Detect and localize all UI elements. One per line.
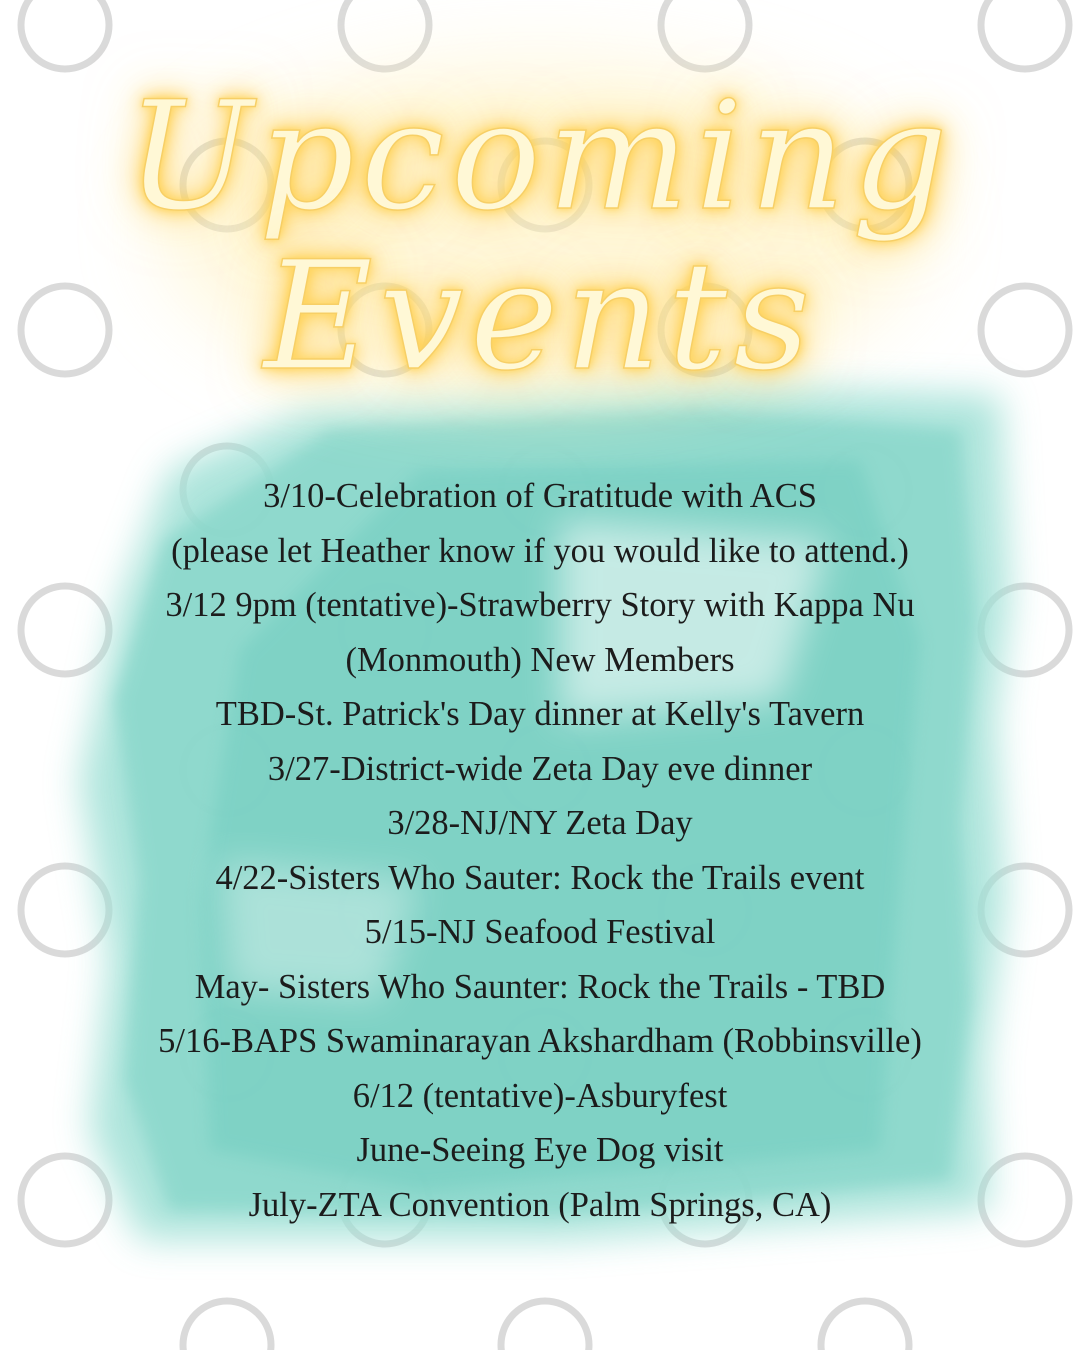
title-upcoming: Upcoming: [126, 70, 954, 244]
event-item: July-ZTA Convention (Palm Springs, CA): [248, 1185, 832, 1224]
pattern-ring: [661, 0, 749, 69]
pattern-ring: [21, 0, 109, 69]
event-list: [60, 469, 1020, 1232]
event-item: (please let Heather know if you would like to attend.): [171, 531, 909, 570]
event-item: May- Sisters Who Saunter: Rock the Trails - TBD: [194, 967, 886, 1006]
event-item: 5/15-NJ Seafood Festival: [364, 913, 716, 951]
title-events: Events: [263, 230, 817, 404]
event-item: TBD-St. Patrick's Day dinner at Kelly's Tavern: [215, 695, 865, 733]
event-item: 6/12 (tentative)-Asburyfest: [352, 1076, 728, 1115]
event-item: June-Seeing Eye Dog visit: [356, 1131, 724, 1169]
pattern-ring: [183, 1301, 271, 1350]
pattern-ring: [341, 0, 429, 69]
pattern-ring: [981, 0, 1069, 69]
event-item: 4/22-Sisters Who Sauter: Rock the Trails event: [215, 858, 865, 897]
pattern-ring: [821, 1301, 909, 1350]
pattern-ring: [501, 1301, 589, 1350]
event-item: 3/27-District-wide Zeta Day eve dinner: [267, 749, 813, 788]
event-item: 3/10-Celebration of Gratitude with ACS: [263, 477, 817, 515]
event-item: (Monmouth) New Members: [345, 640, 735, 679]
event-item: 3/28-NJ/NY Zeta Day: [387, 804, 693, 842]
event-item: 3/12 9pm (tentative)-Strawberry Story with Kappa Nu: [165, 586, 915, 624]
event-item: 5/16-BAPS Swaminarayan Akshardham (Robbinsville): [158, 1022, 922, 1060]
